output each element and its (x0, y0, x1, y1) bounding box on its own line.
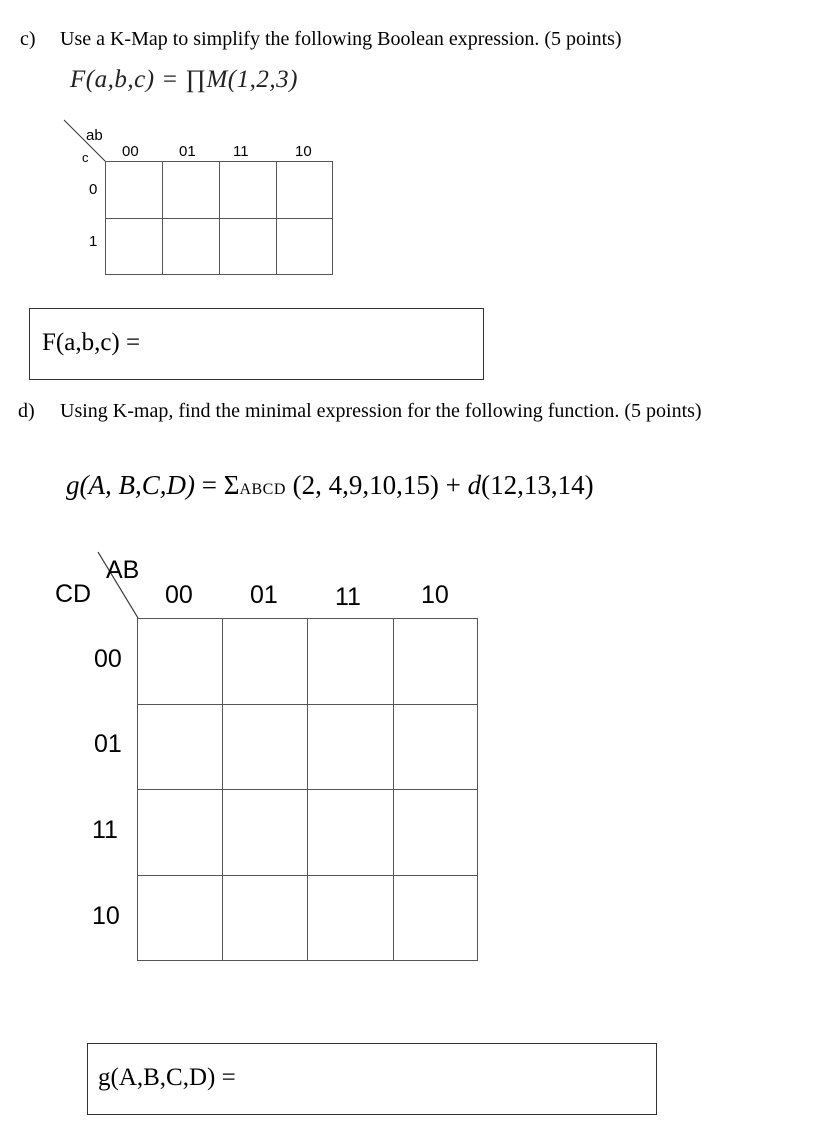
kmap-d-cell[interactable] (137, 789, 223, 876)
part-d-answer-label: g(A,B,C,D) = (98, 1064, 236, 1091)
kmap-d-col-header: 01 (250, 581, 278, 609)
kmap-d-cell[interactable] (393, 875, 478, 961)
kmap-d-cell[interactable] (137, 704, 223, 790)
kmap-c-col-header: 01 (179, 143, 196, 160)
kmap-c-cell[interactable] (276, 161, 333, 219)
kmap-d-cell[interactable] (307, 704, 394, 790)
kmap-d-cell[interactable] (137, 618, 223, 705)
kmap-d-cell[interactable] (222, 704, 308, 790)
kmap-c-col-header: 11 (233, 143, 249, 160)
kmap-c-row-var: c (82, 150, 89, 165)
kmap-d-cell[interactable] (393, 704, 478, 790)
kmap-d-row-header: 10 (92, 902, 120, 930)
kmap-d-cell[interactable] (222, 875, 308, 961)
kmap-c-row-header: 0 (89, 181, 98, 198)
part-c-expression-rhs: M(1,2,3) (206, 66, 298, 93)
part-c-label: c) (20, 28, 36, 50)
kmap-d-row-var: CD (55, 580, 92, 608)
kmap-c-cell[interactable] (219, 161, 277, 219)
part-d-expression-minterms: (2, 4,9,10,15) + (285, 470, 468, 500)
kmap-c-cell[interactable] (219, 218, 277, 275)
kmap-c-cell[interactable] (105, 218, 163, 275)
kmap-c-col-var: ab (86, 127, 103, 144)
kmap-d-cell[interactable] (307, 875, 394, 961)
part-d-expression (66, 470, 594, 501)
kmap-d-col-var: AB (106, 556, 140, 584)
kmap-d-col-header: 11 (335, 583, 361, 611)
kmap-c-cell[interactable] (162, 161, 220, 219)
kmap-d-cell[interactable] (307, 789, 394, 876)
part-d-expression-sub: ABCD (239, 481, 286, 498)
part-c-expression-lhs: F(a,b,c) = (70, 66, 186, 93)
kmap-c-col-header: 10 (295, 143, 312, 160)
kmap-d-cell[interactable] (137, 875, 223, 961)
kmap-d-cell[interactable] (307, 618, 394, 705)
kmap-d-cell[interactable] (393, 789, 478, 876)
part-d-label: d) (18, 400, 35, 422)
part-c-expression (70, 66, 298, 94)
part-d-expression-dontcares: (12,13,14) (481, 470, 594, 500)
part-d-answer-box[interactable] (87, 1043, 657, 1115)
part-d-question: Using K-map, find the minimal expression for the following function. (5 points) (60, 400, 702, 422)
product-symbol: ∏ (185, 66, 207, 93)
kmap-d-cell[interactable] (393, 618, 478, 705)
kmap-d-row-header: 00 (94, 645, 122, 673)
part-c-answer-box[interactable] (29, 308, 484, 380)
kmap-c-cell[interactable] (105, 161, 163, 219)
kmap-d-row-header: 01 (94, 730, 122, 758)
kmap-c-row-header: 1 (89, 233, 98, 250)
kmap-d-cell[interactable] (222, 618, 308, 705)
kmap-d-col-header: 10 (421, 581, 449, 609)
part-d-expression-lhs: g(A, B,C,D) (66, 470, 195, 500)
kmap-d-row-header: 11 (92, 816, 118, 844)
kmap-c-cell[interactable] (162, 218, 220, 275)
part-d-expression-d: d (467, 470, 482, 500)
kmap-d-cell[interactable] (222, 789, 308, 876)
part-c-answer-label: F(a,b,c) = (42, 329, 141, 356)
part-d-expression-eq: = Σ (194, 470, 240, 500)
part-c-question: Use a K-Map to simplify the following Boolean expression. (5 points) (60, 28, 622, 50)
kmap-c-col-header: 00 (122, 143, 139, 160)
kmap-d-col-header: 00 (165, 581, 193, 609)
kmap-c-cell[interactable] (276, 218, 333, 275)
